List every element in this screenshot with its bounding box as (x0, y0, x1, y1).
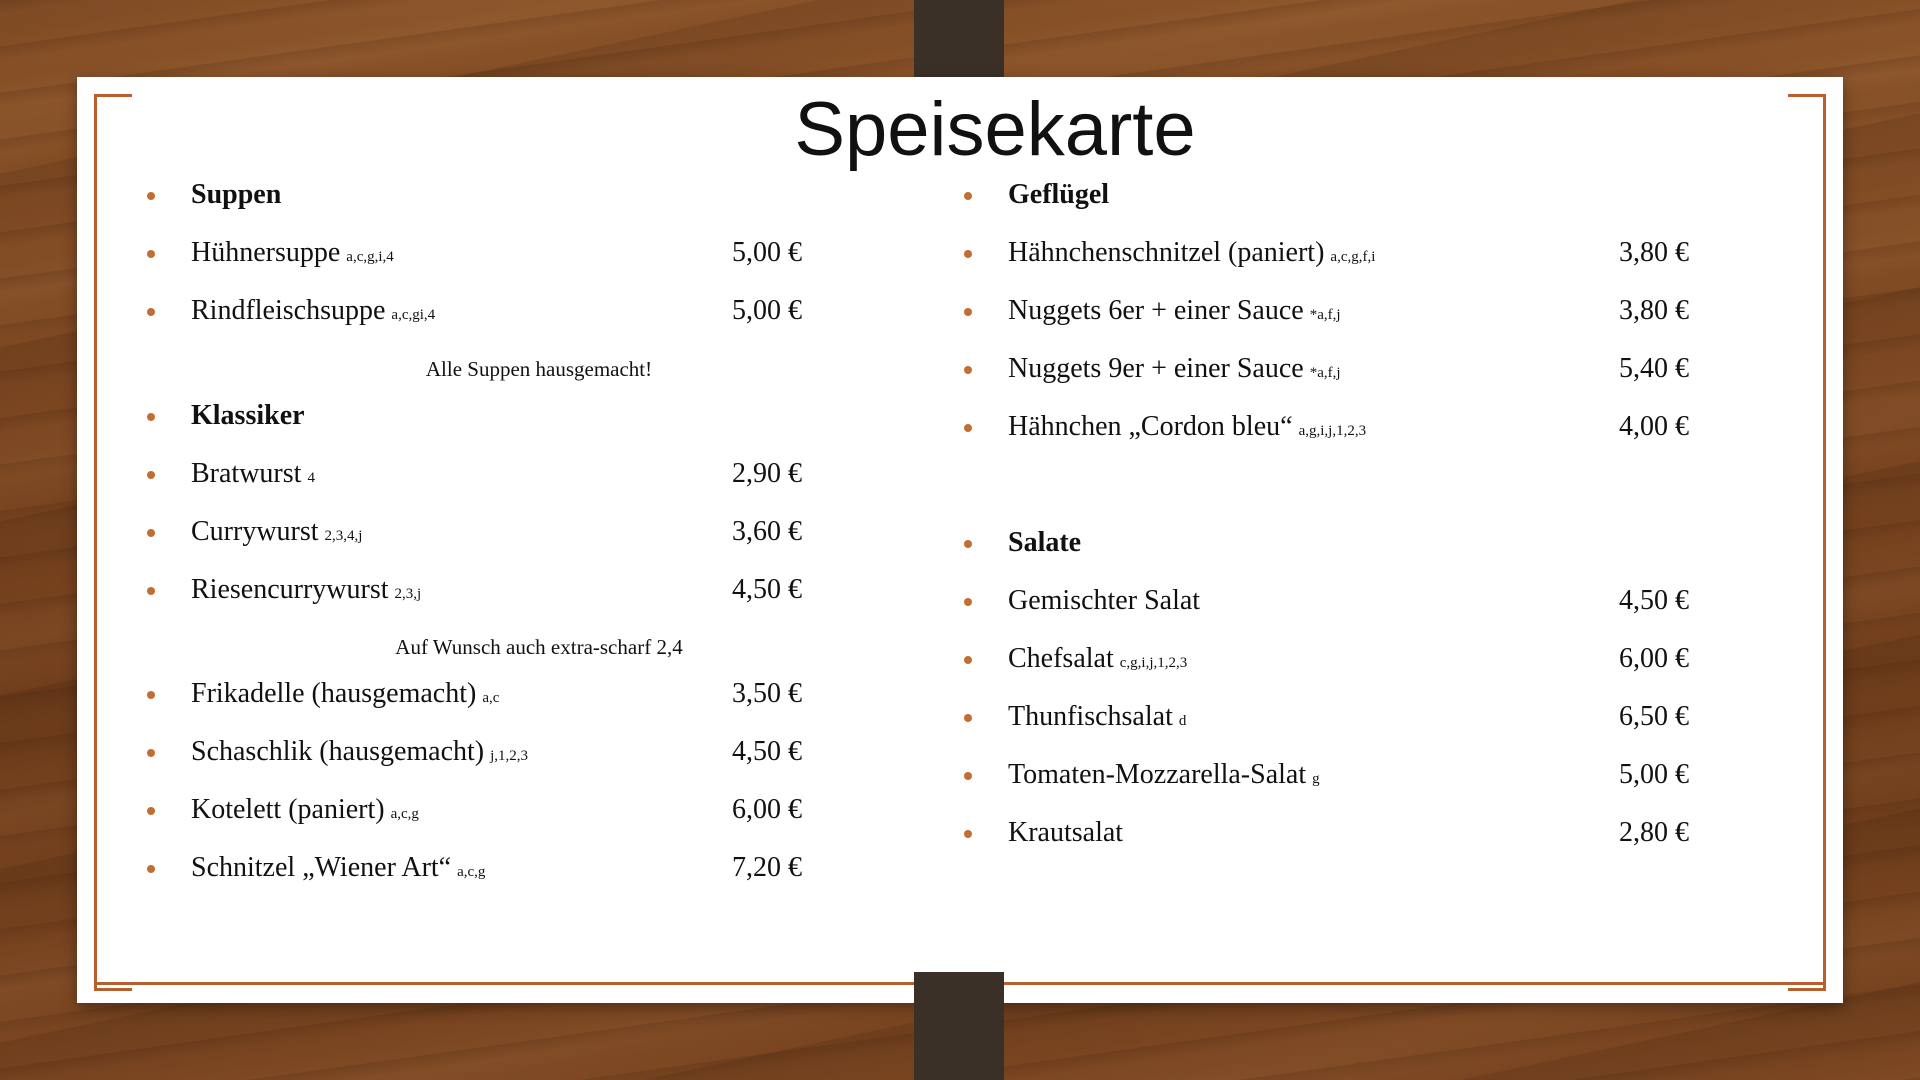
item-allergens: a,c,g (457, 864, 486, 880)
item-name: Bratwurst (191, 458, 302, 489)
item-allergens: d (1178, 713, 1187, 729)
item-price: 5,40 € (1619, 353, 1689, 384)
item-allergens: a,c,g,i,4 (346, 249, 394, 265)
item-name: Hühnersuppe (191, 237, 341, 268)
item-price: 4,50 € (732, 574, 802, 605)
item-name: Nuggets 6er + einer Sauce (1008, 295, 1304, 326)
item-name: Schaschlik (hausgemacht) (191, 736, 485, 767)
bullet-icon (964, 830, 972, 838)
item-allergens: 4 (307, 470, 315, 486)
menu-item (77, 755, 1843, 795)
item-allergens: a,c,g (390, 806, 419, 822)
item-price: 2,80 € (1619, 817, 1689, 848)
menu-item (77, 813, 1843, 853)
page-title: Speisekarte (794, 87, 1196, 172)
strap-top (914, 0, 1004, 84)
menu-item (77, 454, 1843, 494)
item-allergens: *a,f,j (1309, 365, 1341, 381)
menu-card (77, 77, 1843, 1003)
item-allergens: *a,f,j (1309, 307, 1341, 323)
item-price: 6,00 € (732, 794, 802, 825)
menu-item (77, 639, 1843, 679)
item-name: Currywurst (191, 516, 319, 547)
item-price: 4,00 € (1619, 411, 1689, 442)
item-price: 3,80 € (1619, 237, 1689, 268)
section-heading-label: Suppen (191, 179, 282, 210)
item-price: 5,00 € (732, 237, 802, 268)
menu-item (77, 848, 1843, 888)
menu-item (77, 581, 1843, 621)
menu-note: Alle Suppen hausgemacht! (425, 357, 653, 381)
bullet-icon (147, 865, 155, 873)
item-name: Nuggets 9er + einer Sauce (1008, 353, 1304, 384)
item-price: 3,50 € (732, 678, 802, 709)
item-name: Frikadelle (hausgemacht) (191, 678, 477, 709)
item-name: Hähnchenschnitzel (paniert) (1008, 237, 1325, 268)
item-name: Rindfleischsuppe (191, 295, 386, 326)
bullet-icon (964, 656, 972, 664)
item-name: Schnitzel „Wiener Art“ (191, 852, 452, 883)
item-price: 3,80 € (1619, 295, 1689, 326)
item-name: Gemischter Salat (1008, 585, 1201, 616)
item-price: 5,00 € (732, 295, 802, 326)
menu-item (77, 349, 1843, 389)
bullet-icon (147, 471, 155, 479)
item-allergens: c,g,i,j,1,2,3 (1119, 655, 1188, 671)
bullet-icon (964, 714, 972, 722)
item-price: 6,50 € (1619, 701, 1689, 732)
bullet-icon (964, 366, 972, 374)
item-allergens: 2,3,4,j (324, 528, 363, 544)
item-price: 2,90 € (732, 458, 802, 489)
item-allergens: a,c (482, 690, 500, 706)
item-price: 4,50 € (1619, 585, 1689, 616)
item-allergens: a,c,g,f,i (1330, 249, 1376, 265)
strap-bottom (914, 972, 1004, 1080)
bullet-icon (964, 598, 972, 606)
section-heading-label: Klassiker (191, 400, 305, 431)
section-heading-label: Salate (1008, 527, 1082, 558)
item-allergens: g (1312, 771, 1320, 787)
menu-item (77, 697, 1843, 737)
item-allergens: a,g,i,j,1,2,3 (1298, 423, 1367, 439)
bullet-icon (964, 540, 972, 548)
menu-note: Auf Wunsch auch extra-scharf 2,4 (395, 635, 683, 659)
item-name: Riesencurrywurst (191, 574, 389, 605)
item-price: 7,20 € (732, 852, 802, 883)
menu-item (77, 407, 1843, 447)
item-allergens: j,1,2,3 (490, 748, 529, 764)
item-price: 4,50 € (732, 736, 802, 767)
item-allergens: a,c,gi,4 (391, 307, 436, 323)
item-price: 3,60 € (732, 516, 802, 547)
item-price: 6,00 € (1619, 643, 1689, 674)
item-allergens: 2,3,j (394, 586, 422, 602)
item-price: 5,00 € (1619, 759, 1689, 790)
bullet-icon (964, 424, 972, 432)
bullet-icon (964, 250, 972, 258)
menu-item (77, 233, 1843, 273)
item-name: Krautsalat (1008, 817, 1124, 848)
item-name: Kotelett (paniert) (191, 794, 385, 825)
bullet-icon (964, 772, 972, 780)
section-heading (77, 175, 1843, 215)
bullet-icon (964, 308, 972, 316)
section-heading-label: Geflügel (1008, 179, 1110, 210)
item-name: Hähnchen „Cordon bleu“ (1008, 411, 1293, 442)
item-name: Thunfischsalat (1008, 701, 1173, 732)
bullet-icon (964, 192, 972, 200)
section-heading (77, 523, 1843, 563)
item-name: Chefsalat (1008, 643, 1114, 674)
menu-item (77, 291, 1843, 331)
item-name: Tomaten-Mozzarella-Salat (1008, 759, 1307, 790)
